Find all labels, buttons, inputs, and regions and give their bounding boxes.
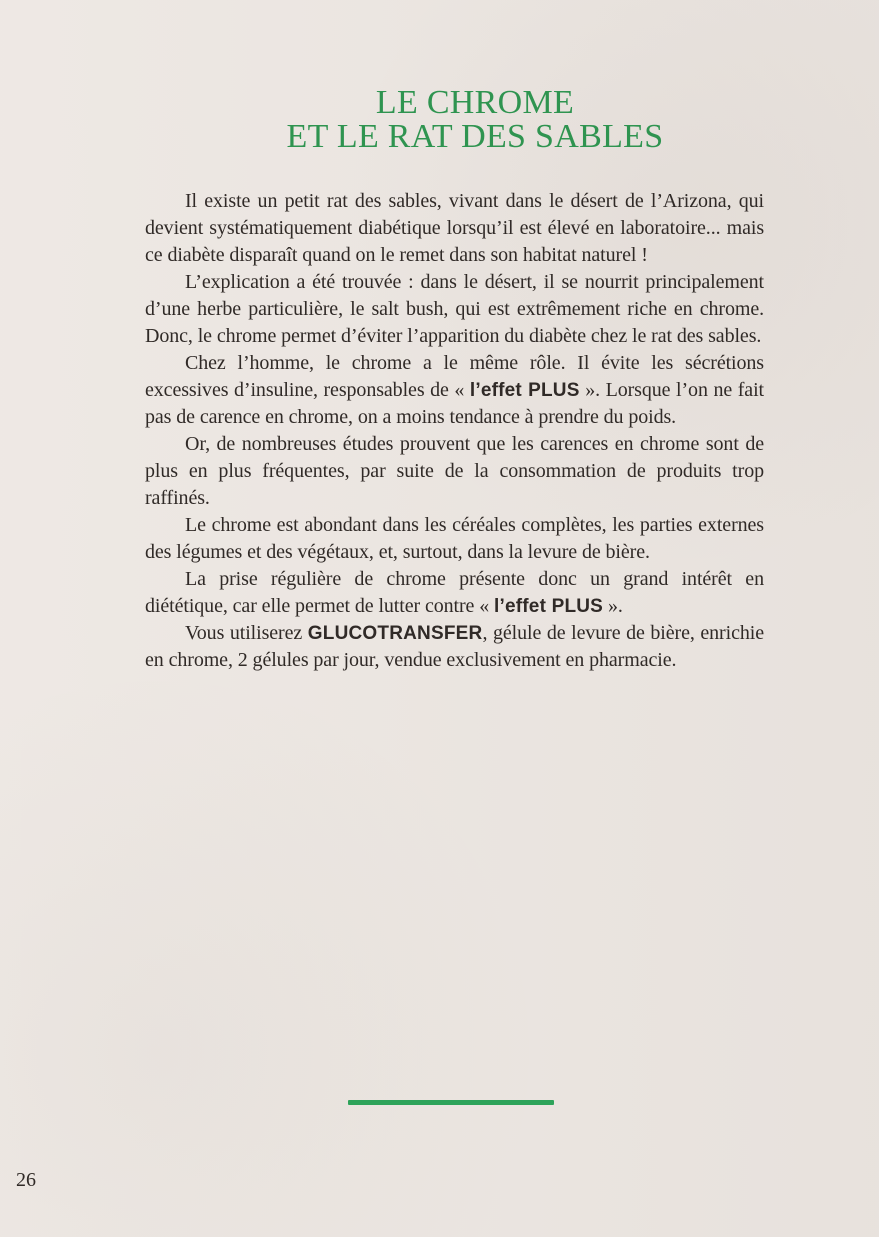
title-line-2: ET LE RAT DES SABLES	[286, 118, 664, 155]
effet-plus-term: l’effet PLUS	[494, 596, 604, 617]
page-title	[150, 86, 800, 154]
paragraph-3	[145, 350, 764, 431]
paragraph-6	[145, 566, 764, 620]
paragraph-1: Il existe un petit rat des sables, vivant dans le désert de l’Arizona, qui devient systématiquement diabétique lorsqu’il est élevé en laboratoire... mais ce diabète disparaît quand on le remet dans son habitat naturel !	[145, 190, 764, 266]
paragraph-7	[145, 620, 764, 674]
paragraph-2: L’explication a été trouvée : dans le désert, il se nourrit principalement d’une herbe particulière, le salt bush, qui est extrêmement riche en chrome. Donc, le chrome permet d’éviter l’apparition du diabète chez le rat des sables.	[145, 271, 764, 347]
paragraph-3-after: ». Lorsque l’on ne fait pas de carence en chrome, on a moins tendance à prendre du poids.	[145, 379, 764, 428]
paragraph-4: Or, de nombreuses études prouvent que les carences en chrome sont de plus en plus fréquentes, par suite de la consommation de produits trop raffinés.	[145, 433, 764, 509]
page-number: 26	[16, 1169, 36, 1191]
title-line-1: LE CHROME	[375, 84, 575, 121]
paragraph-7-before: Vous utiliserez	[185, 622, 308, 644]
paragraph-5: Le chrome est abondant dans les céréales complètes, les parties externes des légumes et des végétaux, et, surtout, dans la levure de bière.	[145, 514, 764, 563]
product-name: GLUCOTRANSFER	[307, 623, 483, 644]
effet-plus-term: l’effet PLUS	[469, 380, 580, 401]
paragraph-7-after: , gélule de levure de bière, enrichie en chrome, 2 gélules par jour, vendue exclusivement en pharmacie.	[145, 622, 764, 671]
paragraph-3-before: Chez l’homme, le chrome a le même rôle. Il évite les sécrétions excessives d’insuline, responsables de «	[145, 352, 764, 401]
paragraph-6-after: ».	[603, 595, 623, 617]
green-divider-line	[348, 1100, 554, 1105]
article-body	[145, 188, 764, 674]
paragraph-6-before: La prise régulière de chrome présente donc un grand intérêt en diététique, car elle permet de lutter contre «	[145, 568, 764, 617]
